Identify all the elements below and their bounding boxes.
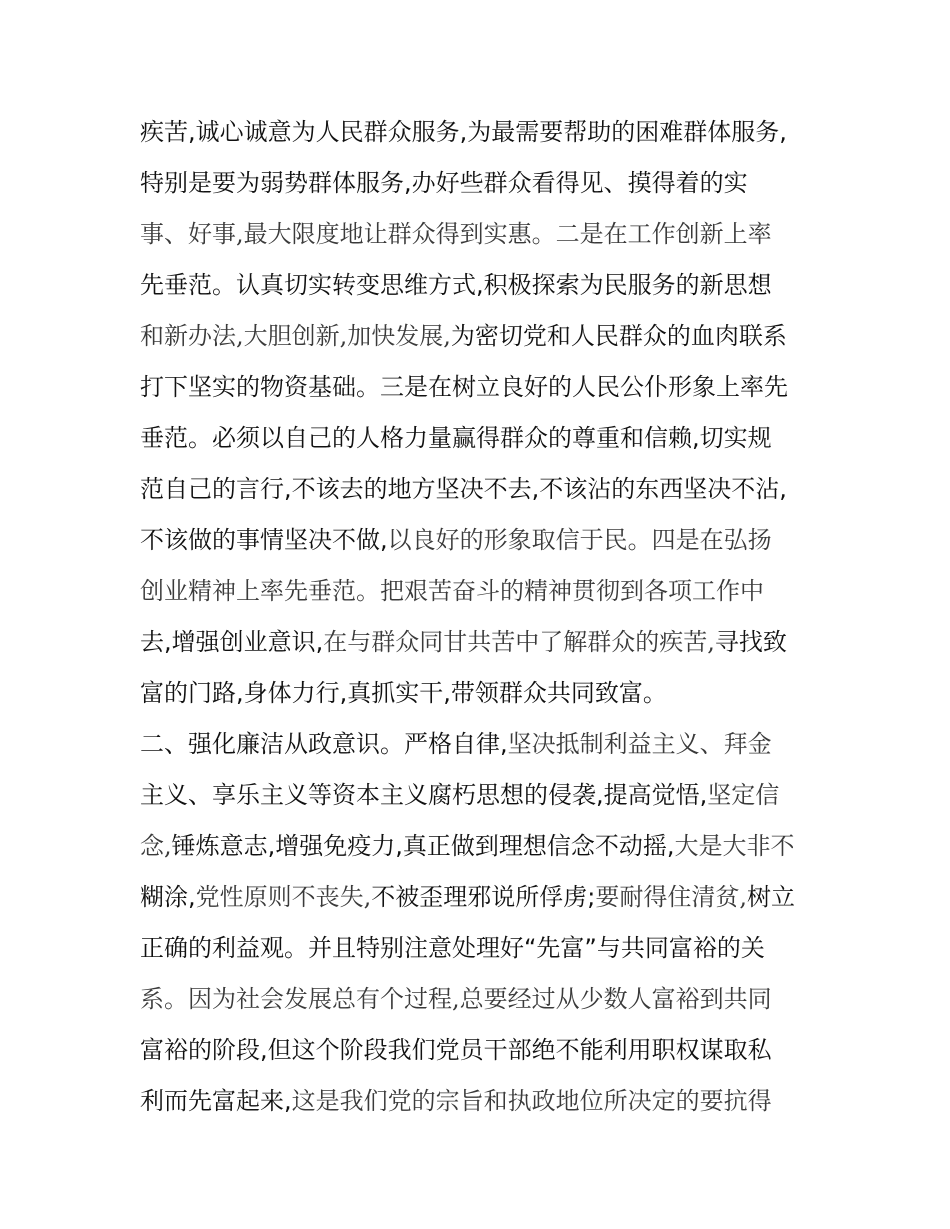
text-segment: 念, [140, 832, 172, 860]
text-line [140, 362, 830, 413]
text-segment: 糊涂, [140, 883, 196, 911]
text-segment: 去,增强创业意识, [140, 628, 324, 656]
text-line [140, 311, 830, 362]
text-segment: 大是大非不 [674, 832, 795, 860]
text-line [140, 821, 830, 872]
text-segment: 正确的利益观。并且特别注意处理好“先富”与共同富裕的关 [140, 934, 765, 962]
text-line [140, 107, 830, 158]
text-segment: 特别是要为弱势群体服务,办好些群众看得见、摸得着的实 [140, 169, 748, 197]
body-text [140, 107, 830, 1127]
text-segment: 坚决抵制利益主义、拜金 [507, 730, 772, 758]
text-line [140, 668, 830, 719]
text-segment: 锤炼意志,增强免疫力,真正做到理想信念不动摇, [171, 832, 675, 860]
text-segment: 利而先富起来, [140, 1087, 292, 1115]
text-line [140, 1025, 830, 1076]
text-line [140, 1076, 830, 1127]
text-segment: 党性原则不丧失, [195, 883, 372, 911]
text-segment: 不被歪理邪说所俘虏; [371, 883, 596, 911]
text-line [140, 923, 830, 974]
text-line [140, 260, 830, 311]
text-line [140, 413, 830, 464]
text-line [140, 566, 830, 617]
text-line [140, 617, 830, 668]
text-segment: 创业精神上率先垂范。把艰苦奋斗的精神贯彻到各项工作中 [140, 577, 764, 605]
text-line [140, 719, 830, 770]
text-segment: 寻找致 [714, 628, 787, 656]
text-segment: 事、好事,最大限度地让群众得到实惠。二是在工作创新上率 [140, 220, 772, 248]
text-segment: 系。因为社会发展总有个过程,总要经过从少数人富裕到共同 [140, 985, 772, 1013]
text-segment: 和新办法,大胆创新,加快发展, [140, 322, 451, 350]
text-segment: 为密切党和人民群众的血肉联系 [450, 322, 787, 350]
text-segment: 不该做的事情坚决不做, [140, 526, 388, 554]
text-line [140, 158, 830, 209]
text-segment: 这是我们党的宗旨和执政地位所决定的要抗得 [291, 1087, 772, 1115]
text-segment: 先垂范。认真切实转变思维方式,积极探索为民服务的新思想 [140, 271, 772, 299]
text-line [140, 872, 830, 923]
text-line [140, 974, 830, 1025]
text-line [140, 515, 830, 566]
text-segment: 主义、享乐主义等资本主义腐朽思想的侵袭,提高觉悟, [140, 781, 708, 809]
text-segment: 二、强化廉洁从政意识。严格自律, [140, 730, 508, 758]
text-segment: 疾苦,诚心诚意为人民群众服务,为最需要帮助的困难群体服务, [140, 118, 787, 146]
text-segment: 打下坚实的物资基础。三是在树立良好的人民公仆形象上率先 [140, 373, 788, 401]
text-segment: 富裕的阶段,但这个阶段我们党员干部绝不能利用职权谋取私 [140, 1036, 772, 1064]
text-segment: 以良好的形象取信于民。四是在弘扬 [387, 526, 772, 554]
text-segment: 坚定信 [707, 781, 780, 809]
text-segment: 范自己的言行,不该去的地方坚决不去,不该沾的东西坚决不沾, [140, 475, 787, 503]
text-line [140, 464, 830, 515]
text-line [140, 770, 830, 821]
text-segment: 垂范。必须以自己的人格力量赢得群众的尊重和信赖,切实规 [140, 424, 772, 452]
text-segment: 在与群众同甘共苦中了解群众的疾苦, [323, 628, 715, 656]
text-line [140, 209, 830, 260]
text-segment: 富的门路,身体力行,真抓实干,带领群众共同致富。 [140, 679, 667, 707]
text-segment: 树立 [747, 883, 796, 911]
text-segment: 要耐得住清贫, [595, 883, 748, 911]
